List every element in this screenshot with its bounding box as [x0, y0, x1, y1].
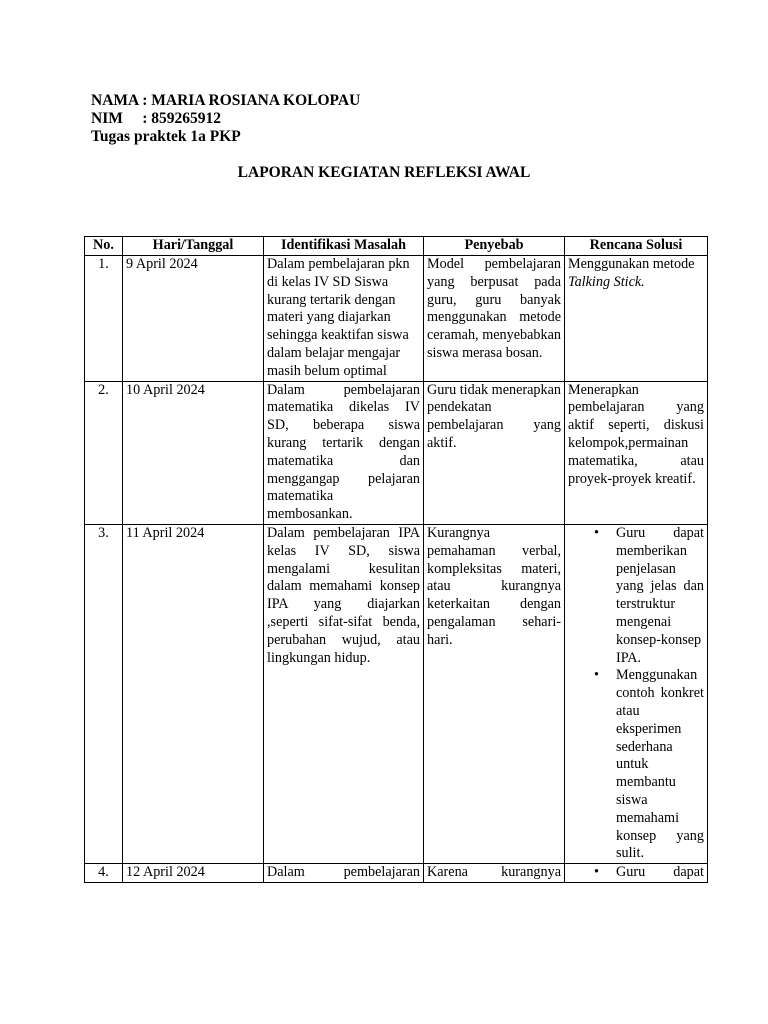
- col-header-solution: Rencana Solusi: [565, 237, 708, 256]
- row-number: 1.: [85, 256, 123, 382]
- nim-line: NIM : 859265912: [91, 110, 222, 127]
- solution-bullet: • Guru dapat memberikan penjelasan yang jelas dan terstruktur mengenai konsep-konsep IPA.: [616, 525, 704, 667]
- reflection-table: [84, 236, 708, 883]
- solution-list: [568, 864, 704, 882]
- row-cause: Guru tidak menerapkan pendekatan pembelajaran yang aktif.: [424, 381, 565, 524]
- row-cause: Karena kurangnya: [424, 864, 565, 883]
- col-header-no: No.: [85, 237, 123, 256]
- row-date: 9 April 2024: [123, 256, 264, 382]
- nim-value: 859265912: [151, 110, 222, 127]
- solution-text: Menggunakan metode: [568, 256, 695, 272]
- row-number: 3.: [85, 524, 123, 863]
- col-header-date: Hari/Tanggal: [123, 237, 264, 256]
- task-line: Tugas praktek 1a PKP: [91, 128, 241, 145]
- row-solution: [565, 524, 708, 863]
- col-header-problem: Identifikasi Masalah: [264, 237, 424, 256]
- row-solution: [565, 256, 708, 382]
- nim-label: NIM: [91, 110, 123, 127]
- row-solution: Menerapkan pembelajaran yang aktif seperti, diskusi kelompok,permainan matematika, atau proyek-proyek kreatif.: [565, 381, 708, 524]
- solution-bullet: • Guru dapat: [616, 864, 704, 882]
- row-problem: Dalam pembelajaran matematika dikelas IV SD, beberapa siswa kurang tertarik dengan matematika dan menggangap pelajaran matematika membosankan.: [264, 381, 424, 524]
- solution-bullet: • Menggunakan contoh konkret atau eksperimen sederhana untuk membantu siswa memahami konsep yang sulit.: [616, 667, 704, 863]
- table-row: [85, 524, 708, 863]
- row-cause: Kurangnya pemahaman verbal, kompleksitas materi, atau kurangnya keterkaitan dengan pengalaman sehari-hari.: [424, 524, 565, 863]
- row-problem: Dalam pembelajaran pkn di kelas IV SD Siswa kurang tertarik dengan materi yang diajarkan sehingga keaktifan siswa dalam belajar mengajar masih belum optimal: [264, 256, 424, 382]
- name-value: MARIA ROSIANA KOLOPAU: [151, 92, 361, 109]
- solution-list: [568, 525, 704, 863]
- name-label: NAMA: [91, 92, 139, 109]
- col-header-cause: Penyebab: [424, 237, 565, 256]
- row-date: 12 April 2024: [123, 864, 264, 883]
- row-date: 11 April 2024: [123, 524, 264, 863]
- row-solution: [565, 864, 708, 883]
- table-row: [85, 381, 708, 524]
- row-problem: Dalam pembelajaran IPA kelas IV SD, siswa mengalami kesulitan dalam memahami konsep IPA yang diajarkan ,seperti sifat-sifat benda, perubahan wujud, atau lingkungan hidup.: [264, 524, 424, 863]
- solution-method-italic: Talking Stick.: [568, 273, 645, 290]
- report-title: LAPORAN KEGIATAN REFLEKSI AWAL: [237, 164, 531, 181]
- table-header-row: [85, 237, 708, 256]
- student-header: [91, 92, 360, 146]
- row-number: 4.: [85, 864, 123, 883]
- name-line: NAMA : MARIA ROSIANA KOLOPAU: [91, 92, 361, 109]
- table-row: [85, 864, 708, 883]
- row-number: 2.: [85, 381, 123, 524]
- table-row: [85, 256, 708, 382]
- row-problem: Dalam pembelajaran: [264, 864, 424, 883]
- row-cause: Model pembelajaran yang berpusat pada guru, guru banyak menggunakan metode ceramah, menyebabkan siswa merasa bosan.: [424, 256, 565, 382]
- row-date: 10 April 2024: [123, 381, 264, 524]
